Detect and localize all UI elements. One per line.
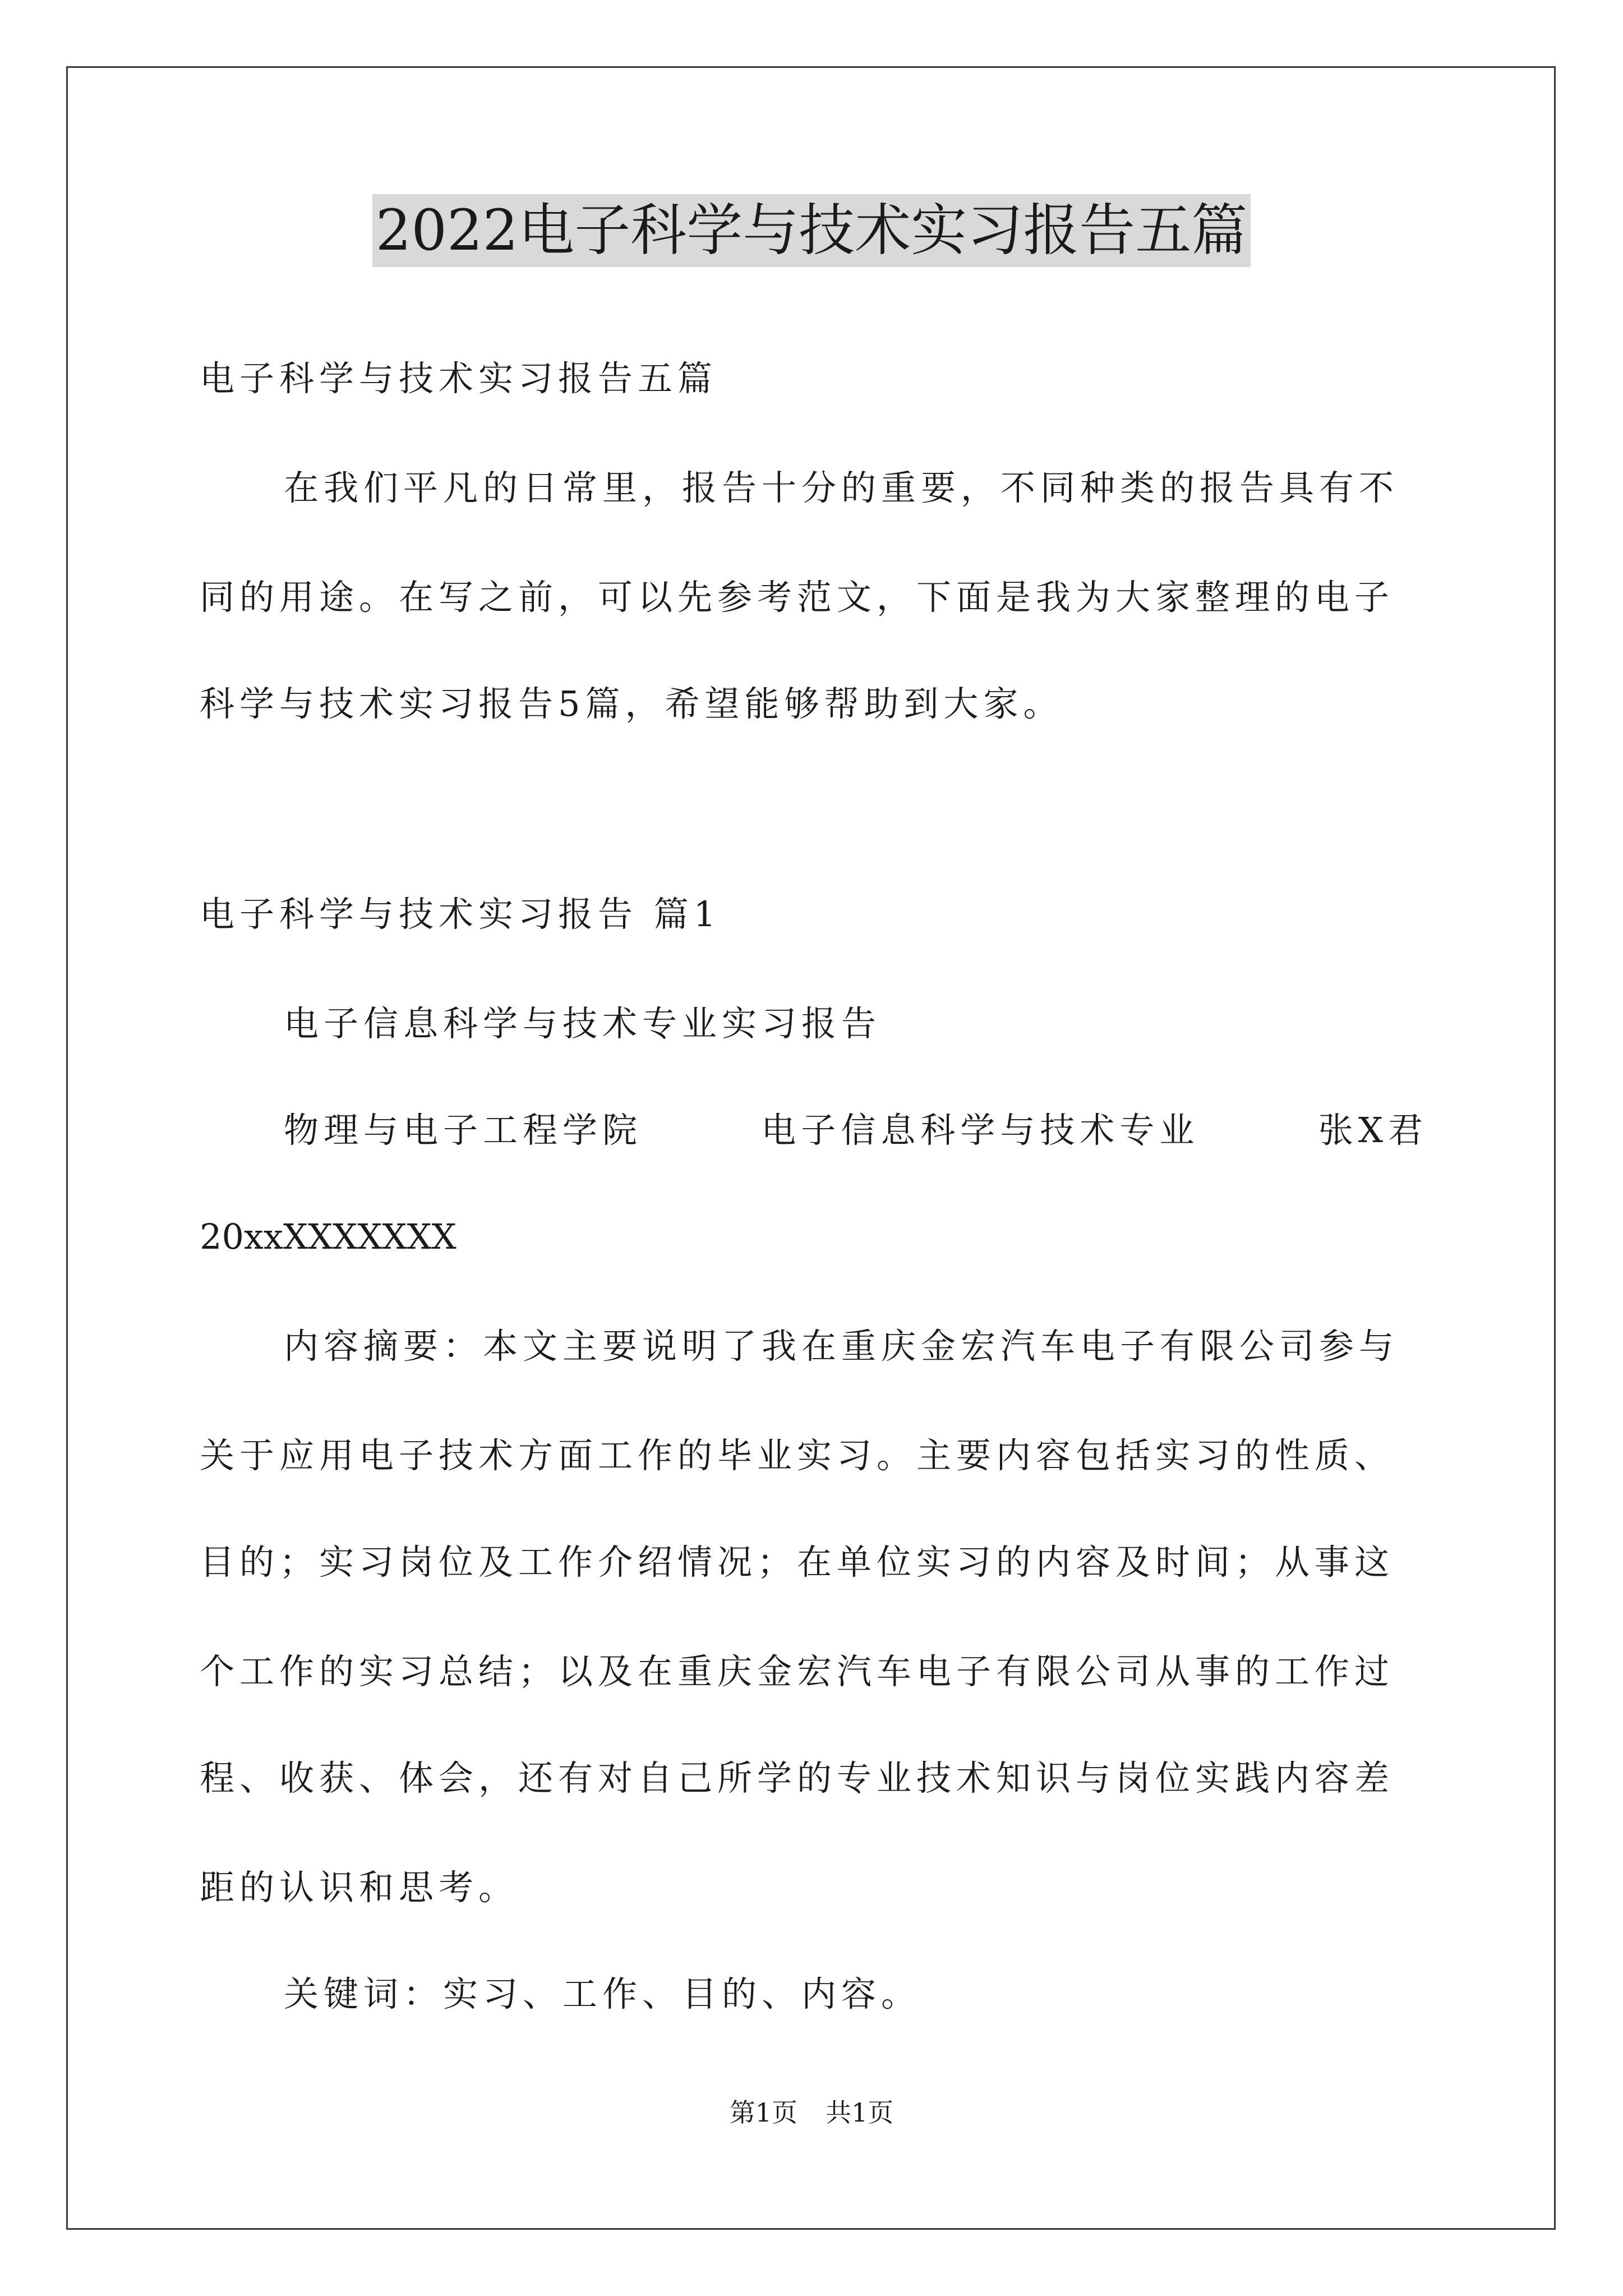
abstract-line-4: 个工作的实习总结；以及在重庆金宏汽车电子有限公司从事的工作过 <box>200 1651 1395 1692</box>
document-title: 2022电子科学与技术实习报告五篇 <box>372 194 1251 267</box>
author-line <box>284 1108 1428 1153</box>
section-heading: 电子科学与技术实习报告 篇1 <box>200 894 721 935</box>
abstract-line-6: 距的认识和思考。 <box>200 1867 519 1908</box>
abstract-line-1: 内容摘要：本文主要说明了我在重庆金宏汽车电子有限公司参与 <box>284 1326 1399 1366</box>
subtitle: 电子科学与技术实习报告五篇 <box>200 358 718 399</box>
intro-line-1: 在我们平凡的日常里，报告十分的重要，不同种类的报告具有不 <box>284 467 1399 508</box>
footer-page-number: 第1页 <box>729 2097 797 2128</box>
abstract-line-5: 程、收获、体会，还有对自己所学的专业技术知识与岗位实践内容差 <box>200 1757 1395 1798</box>
abstract-line-3: 目的；实习岗位及工作介绍情况；在单位实习的内容及时间；从事这 <box>200 1542 1395 1582</box>
footer-page-total: 共1页 <box>826 2097 894 2128</box>
author-name: 张X君 <box>1318 1110 1428 1151</box>
title-container <box>0 194 1623 267</box>
intro-line-2: 同的用途。在写之前，可以先参考范文，下面是我为大家整理的电子 <box>200 577 1395 618</box>
author-major: 电子信息科学与技术专业 <box>761 1110 1200 1151</box>
student-id: 20xxXXXXXXX <box>200 1216 457 1257</box>
author-school: 物理与电子工程学院 <box>284 1110 643 1151</box>
intro-line-3: 科学与技术实习报告5篇，希望能够帮助到大家。 <box>200 683 1063 724</box>
abstract-line-2: 关于应用电子技术方面工作的毕业实习。主要内容包括实习的性质、 <box>200 1435 1395 1476</box>
keywords: 关键词：实习、工作、目的、内容。 <box>284 1973 921 2014</box>
page-footer <box>0 2096 1623 2129</box>
report-title: 电子信息科学与技术专业实习报告 <box>284 1003 882 1044</box>
